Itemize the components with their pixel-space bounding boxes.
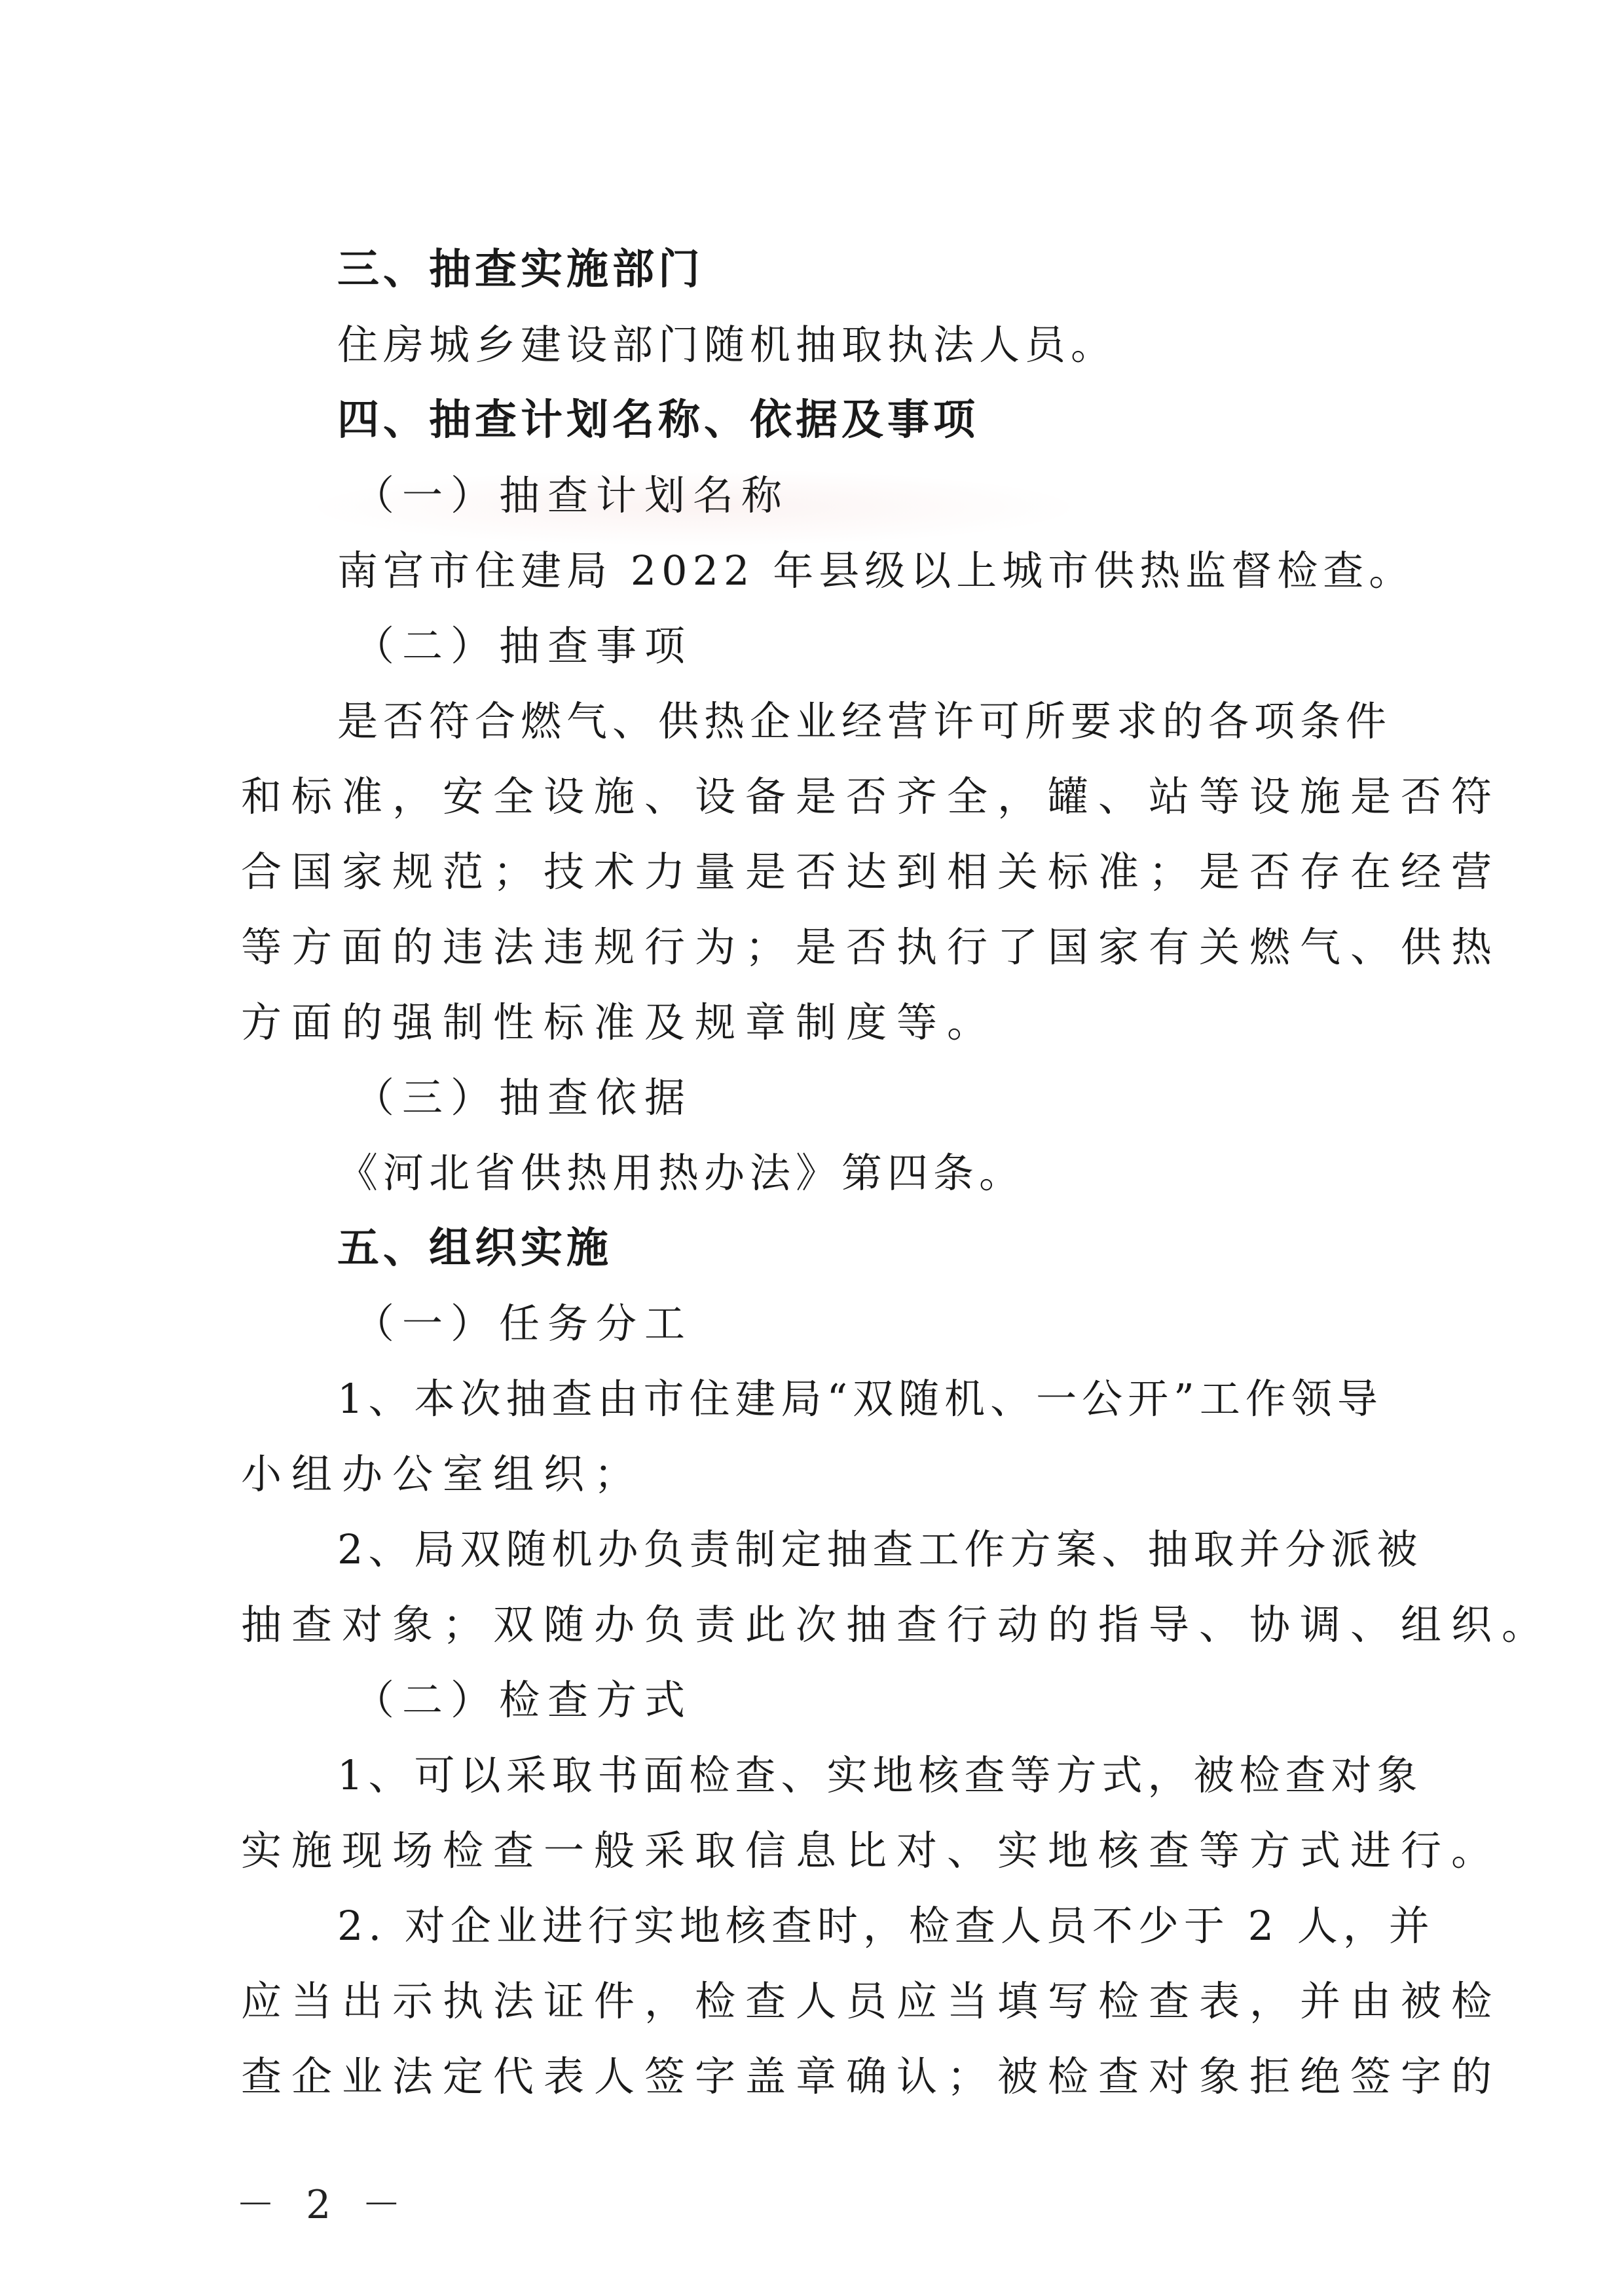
paragraph-line: 南宫市住建局 2022 年县级以上城市供热监督检查。 xyxy=(337,547,1415,594)
paragraph-line: 抽查对象；双随办负责此次抽查行动的指导、协调、组织。 xyxy=(241,1601,1553,1649)
paragraph-line: 2、局双随机办负责制定抽查工作方案、抽取并分派被 xyxy=(337,1525,1423,1573)
subsection-heading: （一）任务分工 xyxy=(354,1300,693,1347)
paragraph-line: 等方面的违法违规行为；是否执行了国家有关燃气、供热 xyxy=(241,923,1502,971)
paragraph-line: 1、可以采取书面检查、实地核查等方式，被检查对象 xyxy=(337,1751,1423,1799)
paragraph-line: 查企业法定代表人签字盖章确认；被检查对象拒绝签字的 xyxy=(241,2052,1502,2100)
page-number: － 2 － xyxy=(236,2182,411,2228)
paragraph-line: 1、本次抽查由市住建局“双随机、一公开”工作领导 xyxy=(337,1375,1383,1423)
subsection-heading: （三）抽查依据 xyxy=(354,1074,693,1121)
paragraph-line: 和标准，安全设施、设备是否齐全，罐、站等设施是否符 xyxy=(241,773,1502,820)
subsection-heading: （二）抽查事项 xyxy=(354,622,693,670)
subsection-heading: （一）抽查计划名称 xyxy=(354,471,790,519)
section-heading-5: 五、组织实施 xyxy=(337,1224,612,1273)
paragraph-line: 是否符合燃气、供热企业经营许可所要求的各项条件 xyxy=(337,697,1392,745)
paragraph-line: 方面的强制性标准及规章制度等。 xyxy=(241,998,998,1046)
paragraph-line: 2. 对企业进行实地核查时，检查人员不少于 2 人，并 xyxy=(337,1902,1435,1950)
subsection-heading: （二）检查方式 xyxy=(354,1676,693,1724)
section-heading-4: 四、抽查计划名称、依据及事项 xyxy=(337,396,979,445)
paragraph-line: 实施现场检查一般采取信息比对、实地核查等方式进行。 xyxy=(241,1827,1502,1874)
paragraph-line: 《河北省供热用热办法》第四条。 xyxy=(337,1149,1025,1197)
paragraph-line: 应当出示执法证件，检查人员应当填写检查表，并由被检 xyxy=(241,1977,1502,2025)
paragraph-line: 合国家规范；技术力量是否达到相关标准；是否存在经营 xyxy=(241,848,1502,896)
paragraph-line: 小组办公室组织； xyxy=(241,1450,645,1498)
section-heading-3: 三、抽查实施部门 xyxy=(337,246,704,294)
paragraph-line: 住房城乡建设部门随机抽取执法人员。 xyxy=(337,321,1117,369)
